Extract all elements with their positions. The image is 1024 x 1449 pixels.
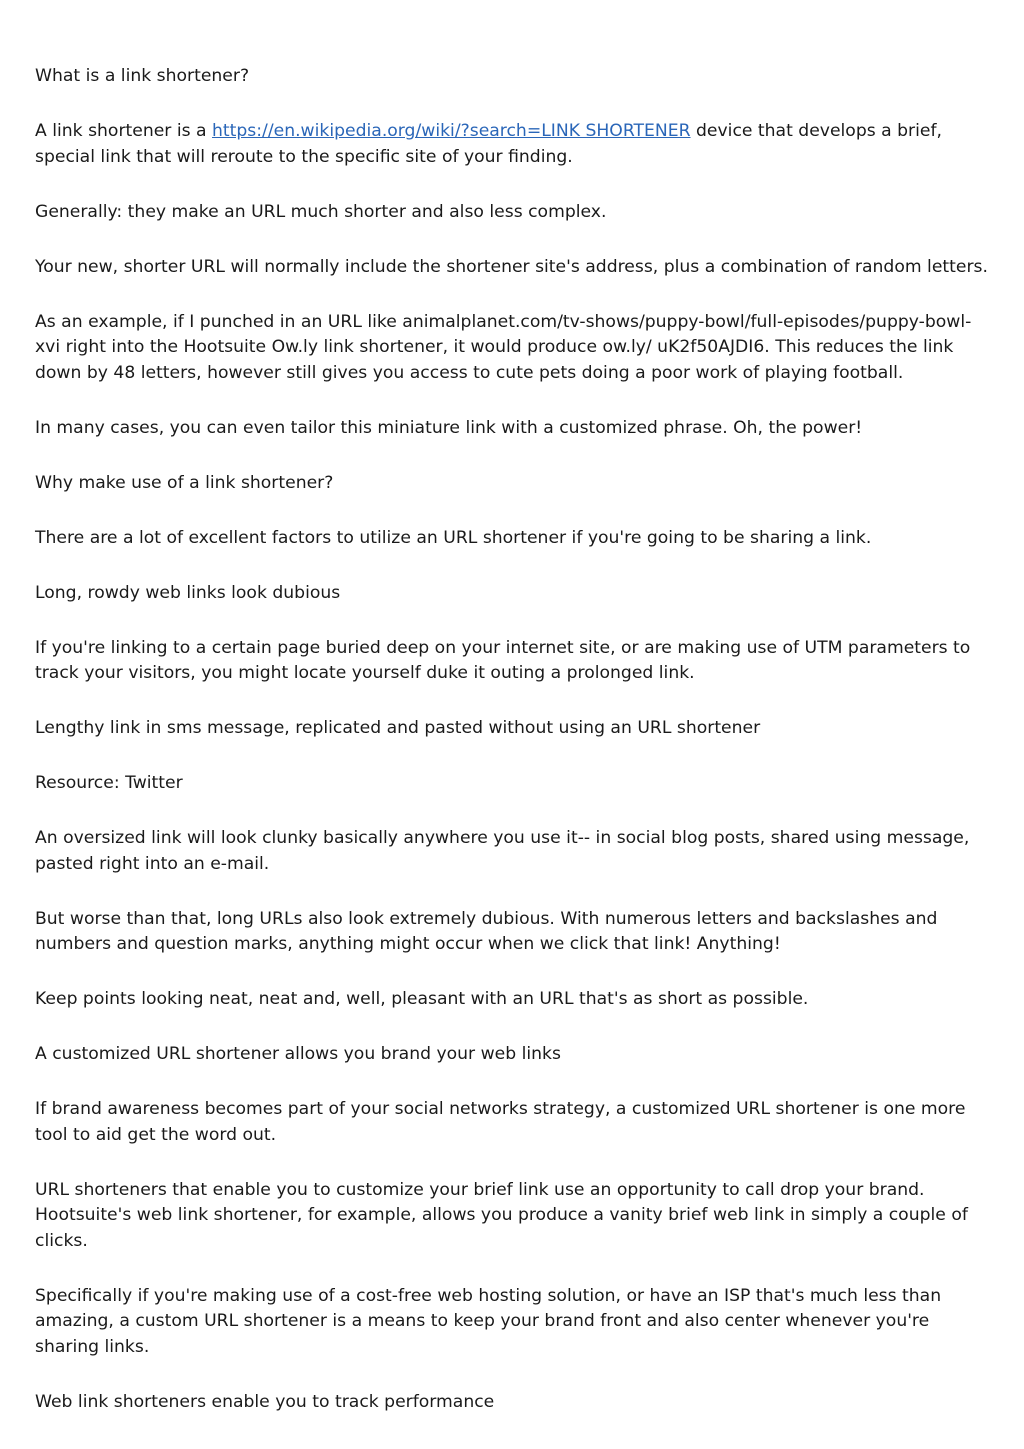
paragraph-text: A link shortener is a (35, 121, 213, 141)
paragraph: As an example, if I punched in an URL like animalplanet.com/tv-shows/puppy-bowl/full-episodes/puppy-bowl-xvi right into the Hootsuite Ow.ly link shortener, it would produce ow.ly/ uK2f50AJDI6. This reduces the link down by 48 letters, however still gives you access to cute pets doing a poor work of playing football. (35, 311, 972, 383)
paragraph: There are a lot of excellent factors to utilize an URL shortener if you're going to be sharing a link. (35, 527, 872, 548)
paragraph: In many cases, you can even tailor this miniature link with a customized phrase. Oh, the power! (35, 417, 863, 438)
paragraph-text: device that develops a brief, special link that will reroute to the specific site of your finding. (35, 121, 942, 167)
paragraph: Specifically if you're making use of a cost-free web hosting solution, or have an ISP that's much less than amazing, a custom URL shortener is a means to keep your brand front and also center whenever you're sharing links. (35, 1285, 942, 1357)
paragraph: Resource: Twitter (35, 773, 183, 793)
paragraph: Web link shorteners enable you to track performance (35, 1391, 495, 1412)
paragraph: If brand awareness becomes part of your social networks strategy, a customized URL shortener is one more tool to aid get the word out. (35, 1099, 966, 1145)
paragraph: Long, rowdy web links look dubious (35, 582, 341, 603)
paragraph: Keep points looking neat, neat and, well, pleasant with an URL that's as short as possible. (35, 989, 809, 1009)
paragraph: Your new, shorter URL will normally include the shortener site's address, plus a combination of random letters. (35, 256, 988, 277)
paragraph: Lengthy link in sms message, replicated and pasted without using an URL shortener (35, 718, 761, 738)
paragraph: URL shorteners that enable you to customize your brief link use an opportunity to call drop your brand. Hootsuite's web link shortener, for example, allows you produce a vanity brief web link in simply a couple of clicks. (35, 1179, 968, 1251)
wikipedia-search-link[interactable]: https://en.wikipedia.org/wiki/?search=LINK SHORTENER (212, 121, 691, 141)
paragraph: Why make use of a link shortener? (35, 472, 334, 493)
paragraph: What is a link shortener? (35, 66, 250, 86)
paragraph-with-link (35, 119, 995, 170)
document-body (35, 64, 995, 1445)
paragraph: Generally: they make an URL much shorter and also less complex. (35, 201, 607, 222)
paragraph: An oversized link will look clunky basically anywhere you use it-- in social blog posts, shared using message, pasted right into an e-mail. (35, 828, 970, 874)
paragraph: But worse than that, long URLs also look extremely dubious. With numerous letters and backslashes and numbers and question marks, anything might occur when we click that link! Anything! (35, 908, 938, 954)
paragraph: If you're linking to a certain page buried deep on your internet site, or are making use of UTM parameters to track your visitors, you might locate yourself duke it outing a prolonged link. (35, 637, 971, 683)
paragraph: A customized URL shortener allows you brand your web links (35, 1044, 561, 1064)
